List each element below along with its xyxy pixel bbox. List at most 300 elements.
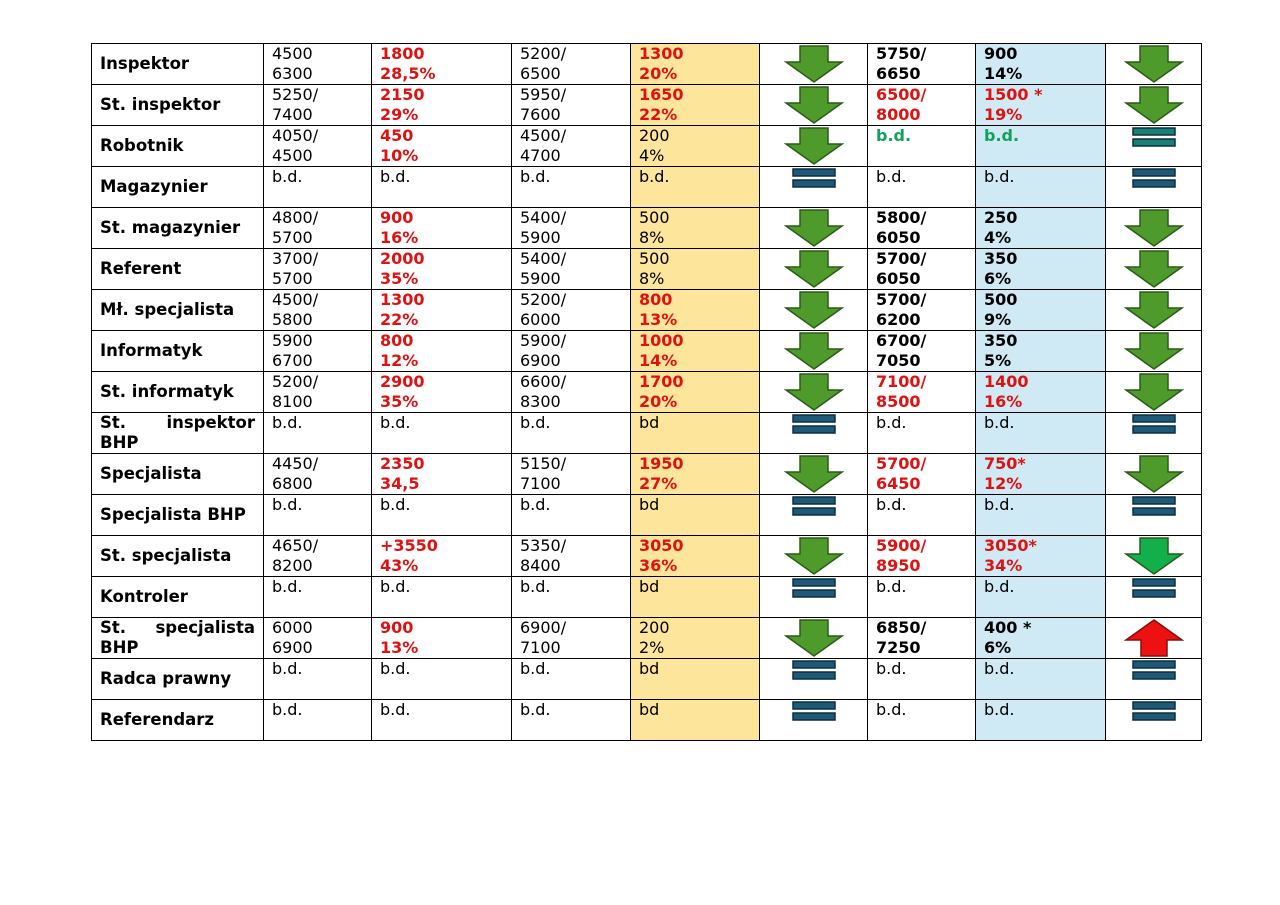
trend-2 [1106,372,1202,413]
salary-range-2 [512,618,631,659]
equal-sign-icon [1114,577,1193,599]
difference-3-line: 19% [984,105,1023,124]
difference-2-line: 200 [639,618,670,637]
salary-range-2 [512,208,631,249]
salary-range-3-line: 7050 [876,351,921,370]
salary-range-3 [868,167,976,208]
salary-range-3-line: 6050 [876,228,921,247]
table-row [92,372,1202,413]
difference-1-line: 800 [380,331,414,350]
salary-range-2 [512,126,631,167]
difference-1 [372,167,512,208]
arrow-down-icon [1114,85,1193,125]
trend-2 [1106,85,1202,126]
arrow-down-icon [1114,249,1193,289]
trend-1 [760,577,868,618]
salary-range-1 [264,618,372,659]
position-name: Referent [92,249,264,290]
difference-1 [372,495,512,536]
salary-range-2-line: 6900 [520,351,561,370]
difference-3 [976,413,1106,454]
trend-2 [1106,44,1202,85]
difference-1 [372,413,512,454]
salary-range-1-line: 7400 [272,105,313,124]
salary-range-1-line: 5800 [272,310,313,329]
salary-range-1-line: 8200 [272,556,313,575]
equal-sign-icon [768,495,859,517]
difference-2-line: 1300 [639,44,684,63]
salary-range-3-line: 5900/ [876,536,927,555]
salary-range-2-line: 5200/ [520,290,567,309]
position-name: Radca prawny [92,659,264,700]
difference-2-line: 2% [639,638,665,657]
trend-2 [1106,208,1202,249]
trend-1 [760,659,868,700]
difference-3-line: 750* [984,454,1026,473]
arrow-down-icon [768,290,859,330]
position-name: St. inspektor BHP [92,413,264,454]
difference-1 [372,85,512,126]
difference-3-line: 900 [984,44,1018,63]
table-row [92,167,1202,208]
salary-range-1 [264,495,372,536]
salary-range-2-line: 5900 [520,269,561,288]
difference-1 [372,290,512,331]
salary-range-1-line: 4500 [272,44,313,63]
position-name: Referendarz [92,700,264,741]
difference-1-line: 900 [380,208,414,227]
difference-3-line: b.d. [984,700,1015,719]
salary-range-1-line: 6300 [272,64,313,83]
salary-range-1 [264,167,372,208]
salary-range-3 [868,208,976,249]
salary-range-3-line: b.d. [876,495,907,514]
salary-range-1-line: 3700/ [272,249,319,268]
trend-1 [760,700,868,741]
equal-sign-icon [1114,659,1193,681]
table-row [92,85,1202,126]
difference-3-line: 16% [984,392,1023,411]
salary-range-2-line: 6900/ [520,618,567,637]
difference-2-line: 13% [639,310,678,329]
salary-range-1-line: 6700 [272,351,313,370]
salary-range-2 [512,659,631,700]
salary-range-2-line: 6000 [520,310,561,329]
equal-sign-icon [768,659,859,681]
difference-1 [372,372,512,413]
salary-comparison-table [91,43,1202,741]
table-row [92,700,1202,741]
salary-range-2-line: b.d. [520,413,551,432]
arrow-down-icon [1114,536,1193,576]
difference-2-line: 500 [639,249,670,268]
table-row [92,249,1202,290]
salary-range-3 [868,577,976,618]
difference-3-line: b.d. [984,126,1020,145]
difference-3 [976,167,1106,208]
salary-range-3 [868,618,976,659]
salary-range-1-line: b.d. [272,659,303,678]
difference-3-line: 4% [984,228,1012,247]
salary-range-3-line: 7250 [876,638,921,657]
salary-range-1-line: 4800/ [272,208,319,227]
arrow-down-icon [768,372,859,412]
equal-sign-icon [768,167,859,189]
salary-range-1 [264,126,372,167]
salary-range-1-line: b.d. [272,495,303,514]
salary-range-1-line: 5700 [272,269,313,288]
trend-2 [1106,659,1202,700]
salary-range-2-line: 5900 [520,228,561,247]
difference-1-line: 10% [380,146,419,165]
trend-2 [1106,167,1202,208]
trend-2 [1106,126,1202,167]
difference-3-line: 6% [984,269,1012,288]
salary-range-2-line: 5400/ [520,249,567,268]
difference-1-line: 13% [380,638,419,657]
difference-1 [372,618,512,659]
difference-1-line: 900 [380,618,414,637]
trend-2 [1106,700,1202,741]
difference-1-line: 1800 [380,44,425,63]
equal-sign-icon [768,413,859,435]
salary-range-3-line: b.d. [876,126,912,145]
salary-range-3-line: 8950 [876,556,921,575]
position-name: St. magazynier [92,208,264,249]
difference-2 [631,659,760,700]
salary-range-3 [868,249,976,290]
difference-3 [976,85,1106,126]
table-row [92,454,1202,495]
difference-3 [976,126,1106,167]
salary-range-1-line: 6000 [272,618,313,637]
difference-1-line: 450 [380,126,414,145]
difference-2 [631,44,760,85]
difference-1 [372,208,512,249]
equal-sign-icon [1114,167,1193,189]
difference-3-line: 14% [984,64,1023,83]
position-name: St. informatyk [92,372,264,413]
salary-range-2 [512,577,631,618]
difference-2-line: 36% [639,556,678,575]
trend-2 [1106,577,1202,618]
salary-range-2-line: 5950/ [520,85,567,104]
difference-2-line: 8% [639,228,665,247]
difference-2 [631,618,760,659]
salary-range-1 [264,208,372,249]
salary-range-3-line: 6500/ [876,85,927,104]
difference-2-line: 8% [639,269,665,288]
table-body [92,44,1202,741]
difference-2-line: 20% [639,392,678,411]
salary-range-2-line: 5350/ [520,536,567,555]
difference-2-line: 20% [639,64,678,83]
salary-range-1 [264,536,372,577]
difference-1-line: b.d. [380,167,411,186]
difference-3-line: b.d. [984,659,1015,678]
trend-1 [760,454,868,495]
salary-range-3 [868,331,976,372]
difference-3-line: 6% [984,638,1012,657]
salary-range-1-line: 4050/ [272,126,319,145]
difference-3-line: 400 * [984,618,1032,637]
salary-range-1-line: 5250/ [272,85,319,104]
equal-sign-icon [1114,413,1193,435]
salary-range-3-line: 6450 [876,474,921,493]
difference-3-line: 3050* [984,536,1037,555]
difference-2-line: 1000 [639,331,684,350]
difference-1-line: +3550 [380,536,438,555]
position-name: St. inspektor [92,85,264,126]
difference-3 [976,290,1106,331]
difference-1-line: 2000 [380,249,425,268]
arrow-down-icon [1114,208,1193,248]
salary-range-3-line: 5750/ [876,44,927,63]
difference-3-line: 9% [984,310,1012,329]
salary-range-2 [512,495,631,536]
difference-2-line: 27% [639,474,678,493]
arrow-down-icon [768,331,859,371]
difference-3 [976,372,1106,413]
position-name: Magazynier [92,167,264,208]
position-name: St. specjalista [92,536,264,577]
salary-range-3-line: 6050 [876,269,921,288]
difference-3 [976,208,1106,249]
trend-2 [1106,331,1202,372]
difference-3-line: 500 [984,290,1018,309]
salary-range-3-line: 6200 [876,310,921,329]
salary-range-3 [868,495,976,536]
arrow-down-icon [1114,454,1193,494]
difference-2-line: bd [639,659,660,678]
salary-range-2 [512,413,631,454]
table-row [92,495,1202,536]
difference-2 [631,372,760,413]
trend-1 [760,413,868,454]
equal-sign-icon [1114,495,1193,517]
table-row [92,331,1202,372]
trend-2 [1106,536,1202,577]
salary-range-2 [512,249,631,290]
trend-1 [760,44,868,85]
salary-range-2-line: 6500 [520,64,561,83]
arrow-down-icon [768,85,859,125]
salary-range-3-line: 5700/ [876,454,927,473]
difference-1 [372,331,512,372]
position-name: Specjalista [92,454,264,495]
difference-2-line: 14% [639,351,678,370]
difference-1 [372,454,512,495]
salary-range-1 [264,454,372,495]
salary-range-3 [868,372,976,413]
salary-range-2-line: b.d. [520,577,551,596]
trend-1 [760,536,868,577]
trend-1 [760,208,868,249]
salary-range-2-line: 7100 [520,474,561,493]
salary-range-2-line: b.d. [520,167,551,186]
difference-1-line: 22% [380,310,419,329]
difference-3 [976,618,1106,659]
salary-range-2-line: b.d. [520,495,551,514]
difference-3-line: 350 [984,331,1018,350]
salary-range-1-line: 4500 [272,146,313,165]
salary-range-2-line: 7600 [520,105,561,124]
trend-1 [760,126,868,167]
difference-1 [372,536,512,577]
table-row [92,44,1202,85]
difference-2-line: bd [639,700,660,719]
difference-2 [631,249,760,290]
salary-range-3-line: 8500 [876,392,921,411]
salary-range-1 [264,413,372,454]
difference-2-line: 800 [639,290,673,309]
difference-3 [976,44,1106,85]
difference-2 [631,290,760,331]
difference-1 [372,577,512,618]
table-row [92,659,1202,700]
trend-2 [1106,618,1202,659]
salary-range-2 [512,85,631,126]
equal-sign-icon [768,577,859,599]
difference-3 [976,700,1106,741]
difference-3 [976,659,1106,700]
salary-range-1-line: 5200/ [272,372,319,391]
salary-range-1 [264,372,372,413]
arrow-down-icon [768,208,859,248]
difference-3-line: 34% [984,556,1023,575]
salary-range-2-line: 8400 [520,556,561,575]
difference-3-line: 250 [984,208,1018,227]
difference-1-line: b.d. [380,577,411,596]
difference-2 [631,577,760,618]
difference-2-line: bd [639,495,660,514]
difference-1-line: 2350 [380,454,425,473]
salary-range-3-line: b.d. [876,700,907,719]
difference-1-line: 35% [380,392,419,411]
difference-2-line: 4% [639,146,665,165]
difference-3-line: 1400 [984,372,1029,391]
arrow-down-icon [768,536,859,576]
trend-1 [760,372,868,413]
salary-range-3-line: 7100/ [876,372,927,391]
salary-range-2-line: 4500/ [520,126,567,145]
difference-3-line: b.d. [984,413,1015,432]
difference-1-line: 28,5% [380,64,436,83]
difference-2-line: 3050 [639,536,684,555]
difference-2 [631,331,760,372]
difference-1-line: b.d. [380,700,411,719]
difference-2 [631,700,760,741]
difference-3-line: b.d. [984,495,1015,514]
table-row [92,208,1202,249]
trend-1 [760,495,868,536]
difference-1-line: 1300 [380,290,425,309]
difference-3 [976,249,1106,290]
salary-range-3-line: b.d. [876,167,907,186]
salary-range-3 [868,290,976,331]
difference-1-line: 2900 [380,372,425,391]
position-name: Informatyk [92,331,264,372]
trend-2 [1106,249,1202,290]
table-row [92,126,1202,167]
salary-range-2-line: b.d. [520,659,551,678]
difference-1-line: 43% [380,556,419,575]
difference-1 [372,659,512,700]
table-row [92,536,1202,577]
salary-range-3 [868,454,976,495]
salary-range-2-line: 4700 [520,146,561,165]
difference-3 [976,495,1106,536]
difference-2 [631,413,760,454]
salary-range-1-line: 4450/ [272,454,319,473]
difference-1 [372,44,512,85]
equal-sign-icon [1114,700,1193,722]
arrow-down-icon [768,44,859,84]
salary-range-3-line: 8000 [876,105,921,124]
salary-range-1-line: 4500/ [272,290,319,309]
difference-2 [631,167,760,208]
salary-range-1-line: b.d. [272,413,303,432]
salary-range-2 [512,290,631,331]
salary-range-2-line: 5200/ [520,44,567,63]
salary-range-2 [512,167,631,208]
position-name: Robotnik [92,126,264,167]
trend-2 [1106,413,1202,454]
difference-1-line: 16% [380,228,419,247]
arrow-down-icon [768,454,859,494]
salary-range-2-line: 8300 [520,392,561,411]
salary-range-3 [868,85,976,126]
difference-3 [976,454,1106,495]
salary-range-3 [868,44,976,85]
difference-2-line: 1950 [639,454,684,473]
salary-range-1 [264,577,372,618]
position-name: Specjalista BHP [92,495,264,536]
difference-1-line: 29% [380,105,419,124]
difference-1-line: 12% [380,351,419,370]
salary-range-2 [512,372,631,413]
salary-range-1-line: b.d. [272,577,303,596]
salary-range-2 [512,331,631,372]
arrow-down-icon [1114,44,1193,84]
table-row [92,413,1202,454]
salary-range-1-line: 5700 [272,228,313,247]
salary-range-2 [512,536,631,577]
difference-2-line: 200 [639,126,670,145]
salary-range-3 [868,659,976,700]
salary-range-3-line: 6850/ [876,618,927,637]
salary-range-3-line: 5700/ [876,249,927,268]
arrow-down-icon [768,126,859,166]
salary-range-1 [264,700,372,741]
trend-1 [760,85,868,126]
difference-2 [631,454,760,495]
difference-1 [372,249,512,290]
salary-range-1 [264,659,372,700]
difference-2-line: 1700 [639,372,684,391]
salary-range-3 [868,700,976,741]
salary-range-1-line: 6800 [272,474,313,493]
arrow-down-icon [1114,372,1193,412]
difference-3-line: b.d. [984,577,1015,596]
trend-1 [760,331,868,372]
salary-range-1 [264,331,372,372]
difference-1-line: 34,5 [380,474,420,493]
salary-range-2-line: 6600/ [520,372,567,391]
difference-3 [976,536,1106,577]
salary-range-1 [264,249,372,290]
salary-range-2 [512,44,631,85]
